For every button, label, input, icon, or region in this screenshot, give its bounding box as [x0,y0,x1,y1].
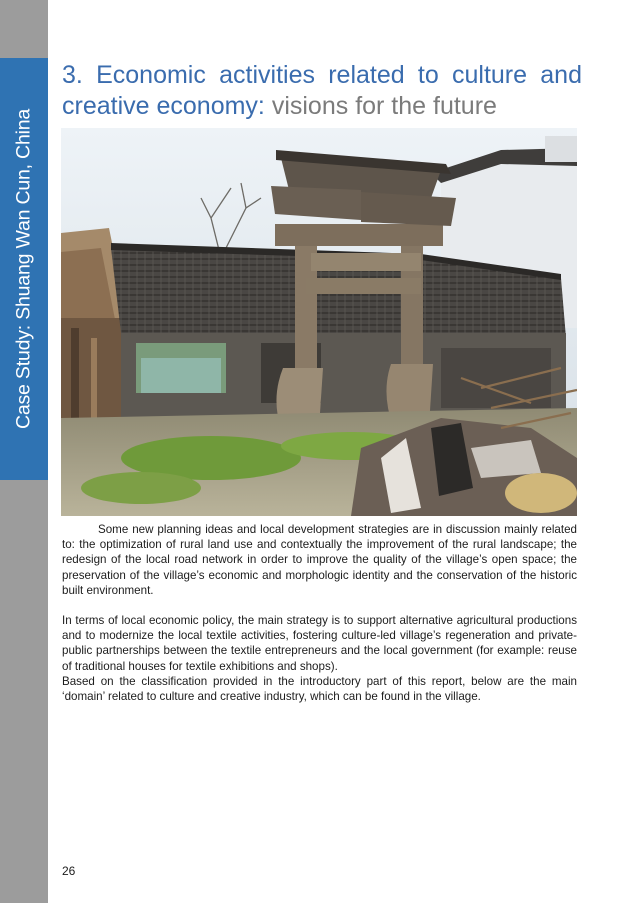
paragraph-economic-policy: In terms of local economic policy, the main strategy is to support alternative agricultural productions and to modernize the local textile activities, fostering culture-led village’s regeneration and private-public partnerships between the textile entrepreneurs and the local government (for example: reuse of traditional houses for textile exhibitions and shops). [62,614,577,673]
photo-illustration [61,128,577,516]
page-title [62,60,582,122]
paragraph-classification: Based on the classification provided in the introductory part of this report, below are the main ‘domain’ related to culture and creative industry, which can be found in the village. [62,674,577,704]
title-main: 3. Economic activities related to culture and creative economy: [62,61,582,120]
title-subtitle: visions for the future [271,92,497,120]
paragraph-planning-ideas: Some new planning ideas and local development strategies are in discussion mainly related to: the optimization of rural land use and contextually the improvement of the rural landscape; the redesign of the local road network in order to improve the quality of the village’s open space; the preservation of the village’s economic and morphologic identity and the conservation of the historic built environment. [62,523,577,597]
body-text [62,522,577,704]
page-number: 26 [62,864,76,878]
village-gate-photo [61,128,577,516]
section-tab-label: Case Study: Shuang Wan Cun, China [12,108,35,430]
section-tab [0,58,48,480]
